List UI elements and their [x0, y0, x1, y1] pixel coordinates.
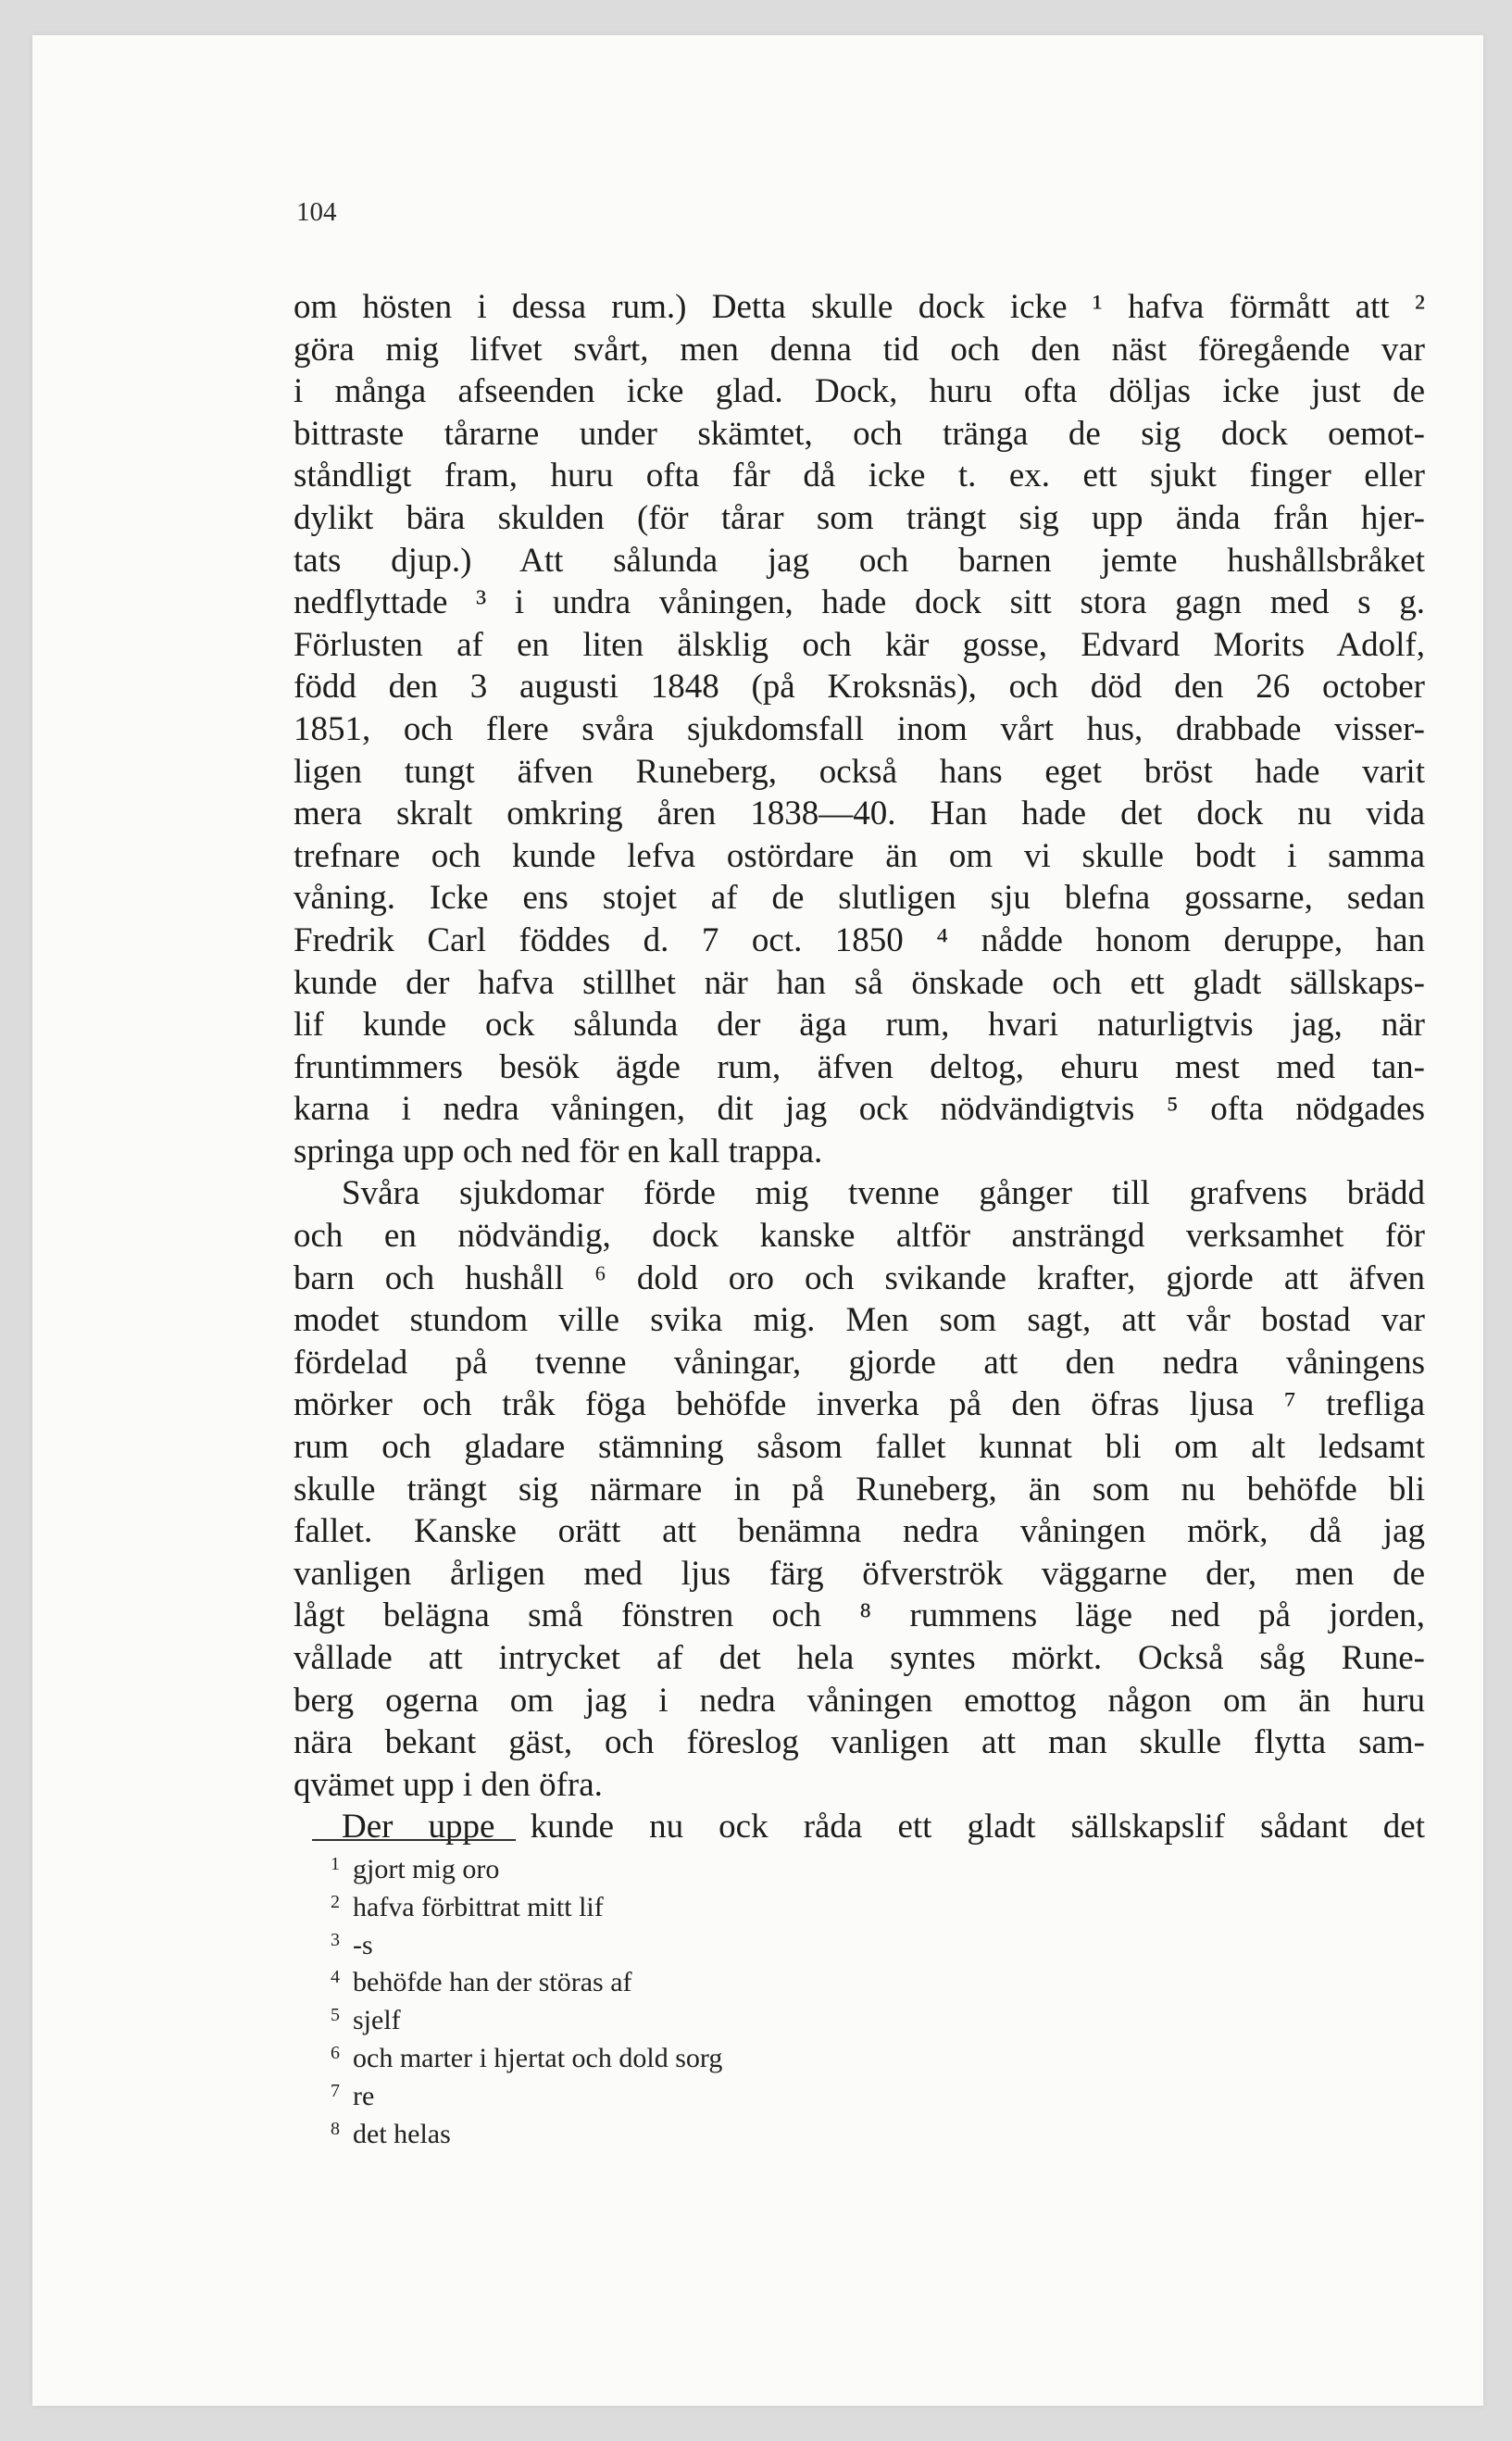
text-line: mörker och tråk föga behöfde inverka på den öfras ljusa ⁷ trefliga	[294, 1385, 1425, 1424]
text-line: Förlusten af en liten älsklig och kär gosse, Edvard Morits Adolf,	[294, 625, 1425, 664]
body-text	[294, 286, 1425, 1848]
footnote-number: 4	[331, 1967, 340, 1988]
text-line: våning. Icke ens stojet af de slutligen sju blefna gossarne, sedan	[294, 879, 1425, 918]
page-number: 104	[296, 197, 337, 227]
footnote	[331, 1999, 722, 2037]
footnote-number: 3	[331, 1929, 340, 1950]
footnote-text: gjort mig oro	[353, 1854, 500, 1884]
book-page	[32, 35, 1483, 2406]
footnote-text: behöfde han der störas af	[353, 1967, 632, 1998]
footnote-text: hafva förbittrat mitt lif	[353, 1891, 604, 1922]
text-line: fallet. Kanske orätt att benämna nedra våningen mörk, då jag	[294, 1512, 1425, 1551]
text-line: lågt belägna små fönstren och ⁸ rummens läge ned på jorden,	[294, 1596, 1425, 1635]
footnote-text: det helas	[353, 2118, 451, 2149]
text-line: rum och gladare stämning såsom fallet kunnat bli om alt ledsamt	[294, 1428, 1425, 1467]
text-line: vanligen årligen med ljus färg öfverströk väggarne der, men de	[294, 1554, 1425, 1593]
text-line: om hösten i dessa rum.) Detta skulle dock icke ¹ hafva förmått att ²	[294, 288, 1425, 326]
footnote	[331, 1961, 722, 1999]
footnote-text: sjelf	[353, 2005, 401, 2036]
footnote	[331, 1924, 722, 1962]
footnote-text: och marter i hjertat och dold sorg	[353, 2042, 723, 2073]
text-line: tats djup.) Att sålunda jag och barnen jemte hushållsbråket	[294, 541, 1425, 580]
footnotes	[331, 1848, 722, 2150]
text-line: modet stundom ville svika mig. Men som sagt, att vår bostad var	[294, 1301, 1425, 1340]
footnote	[331, 2037, 722, 2075]
footnote-number: 2	[331, 1891, 340, 1912]
text-line: dylikt bära skulden (för tårar som trängt sig upp ända från hjer-	[294, 498, 1425, 537]
text-line: trefnare och kunde lefva ostördare än om vi skulle bodt i samma	[294, 836, 1425, 875]
text-line: nära bekant gäst, och föreslog vanligen att man skulle flytta sam-	[294, 1723, 1425, 1762]
text-line: Svåra sjukdomar förde mig tvenne gånger till grafvens brädd	[342, 1174, 1425, 1213]
text-line: karna i nedra våningen, dit jag ock nödvändigtvis ⁵ ofta nödgades	[294, 1090, 1425, 1129]
footnote-text: re	[353, 2080, 375, 2111]
text-line: född den 3 augusti 1848 (på Kroksnäs), och död den 26 october	[294, 668, 1425, 707]
text-line: i många afseenden icke glad. Dock, huru ofta döljas icke just de	[294, 372, 1425, 411]
text-line: och en nödvändig, dock kanske altför ansträngd verksamhet för	[294, 1217, 1425, 1256]
text-line: vållade att intrycket af det hela syntes mörkt. Också såg Rune-	[294, 1639, 1425, 1677]
text-line: nedflyttade ³ i undra våningen, hade dock sitt stora gagn med s g.	[294, 583, 1425, 622]
text-line: ståndligt fram, huru ofta får då icke t. ex. ett sjukt finger eller	[294, 457, 1425, 495]
text-line: Der uppe kunde nu ock råda ett gladt sällskapslif sådant det	[342, 1808, 1425, 1846]
footnote	[331, 1886, 722, 1924]
footnote-text: -s	[353, 1929, 373, 1960]
text-line: ligen tungt äfven Runeberg, också hans eget bröst hade varit	[294, 752, 1425, 791]
text-line: fördelad på tvenne våningar, gjorde att den nedra våningens	[294, 1343, 1425, 1382]
footnote-number: 7	[331, 2080, 340, 2101]
text-line: lif kunde ock sålunda der äga rum, hvari naturligtvis jag, när	[294, 1006, 1425, 1045]
text-line: kunde der hafva stillhet när han så önskade och ett gladt sällskaps-	[294, 963, 1425, 1002]
text-line: qvämet upp i den öfra.	[294, 1765, 603, 1804]
text-line: göra mig lifvet svårt, men denna tid och den näst föregående var	[294, 330, 1425, 369]
footnote-number: 6	[331, 2042, 340, 2063]
footnote	[331, 1848, 722, 1886]
footnote-number: 8	[331, 2118, 340, 2139]
text-line: bittraste tårarne under skämtet, och tränga de sig dock oemot-	[294, 414, 1425, 453]
text-line: 1851, och flere svåra sjukdomsfall inom vårt hus, drabbade visser-	[294, 709, 1425, 748]
footnote-divider	[312, 1839, 516, 1841]
footnote	[331, 2075, 722, 2113]
text-line: berg ogerna om jag i nedra våningen emottog någon om än huru	[294, 1681, 1425, 1720]
text-line: barn och hushåll ⁶ dold oro och svikande krafter, gjorde att äfven	[294, 1258, 1425, 1297]
text-line: fruntimmers besök ägde rum, äfven deltog, ehuru mest med tan-	[294, 1047, 1425, 1086]
text-line: mera skralt omkring åren 1838—40. Han hade det dock nu vida	[294, 795, 1425, 833]
text-line: Fredrik Carl föddes d. 7 oct. 1850 ⁴ nådde honom deruppe, han	[294, 920, 1425, 959]
footnote	[331, 2113, 722, 2151]
text-line: springa upp och ned för en kall trappa.	[294, 1132, 823, 1170]
text-line: skulle trängt sig närmare in på Runeberg, än som nu behöfde bli	[294, 1470, 1425, 1508]
footnote-number: 1	[331, 1854, 340, 1874]
footnote-number: 5	[331, 2005, 340, 2026]
